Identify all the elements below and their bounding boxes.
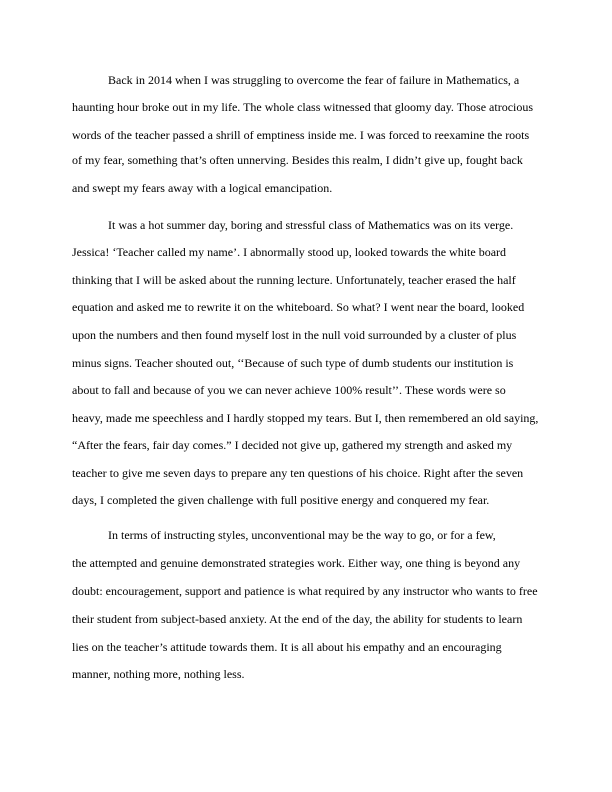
- text-line: of my fear, something that’s often unnerving. Besides this realm, I didn’t give up, fought back: [72, 153, 523, 167]
- text-line: teacher to give me seven days to prepare any ten questions of his choice. Right after the seven: [72, 466, 524, 480]
- text-line: Back in 2014 when I was struggling to overcome the fear of failure in Mathematics, a: [108, 73, 520, 87]
- text-line: words of the teacher passed a shrill of emptiness inside me. I was forced to reexamine the roots: [72, 128, 530, 142]
- text-line: thinking that I will be asked about the running lecture. Unfortunately, teacher erased the half: [72, 273, 516, 287]
- text-line: days, I completed the given challenge with full positive energy and conquered my fear.: [72, 493, 490, 507]
- text-line: about to fall and because of you we can never achieve 100% result’’. These words were so: [72, 383, 506, 397]
- text-line: lies on the teacher’s attitude towards them. It is all about his empathy and an encouraging: [72, 640, 502, 654]
- text-line: It was a hot summer day, boring and stressful class of Mathematics was on its verge.: [108, 218, 514, 232]
- text-line: upon the numbers and then found myself lost in the null void surrounded by a cluster of plus: [72, 328, 517, 342]
- text-line: Jessica! ‘Teacher called my name’. I abnormally stood up, looked towards the white board: [72, 245, 507, 259]
- text-line: doubt: encouragement, support and patience is what required by any instructor who wants to free: [72, 584, 538, 598]
- text-line: In terms of instructing styles, unconventional may be the way to go, or for a few,: [108, 528, 496, 542]
- text-line: the attempted and genuine demonstrated strategies work. Either way, one thing is beyond any: [72, 556, 521, 570]
- text-line: haunting hour broke out in my life. The whole class witnessed that gloomy day. Those atrocious: [72, 100, 534, 114]
- text-line: “After the fears, fair day comes.” I decided not give up, gathered my strength and asked my: [72, 438, 513, 452]
- text-line: heavy, made me speechless and I hardly stopped my tears. But I, then remembered an old saying,: [72, 411, 539, 425]
- text-line: their student from subject-based anxiety. At the end of the day, the ability for students to learn: [72, 612, 523, 626]
- text-line: manner, nothing more, nothing less.: [72, 667, 245, 681]
- text-line: minus signs. Teacher shouted out, ‘‘Because of such type of dumb students our institution is: [72, 356, 514, 370]
- text-line: and swept my fears away with a logical emancipation.: [72, 181, 333, 195]
- text-line: equation and asked me to rewrite it on the whiteboard. So what? I went near the board, looked: [72, 300, 525, 314]
